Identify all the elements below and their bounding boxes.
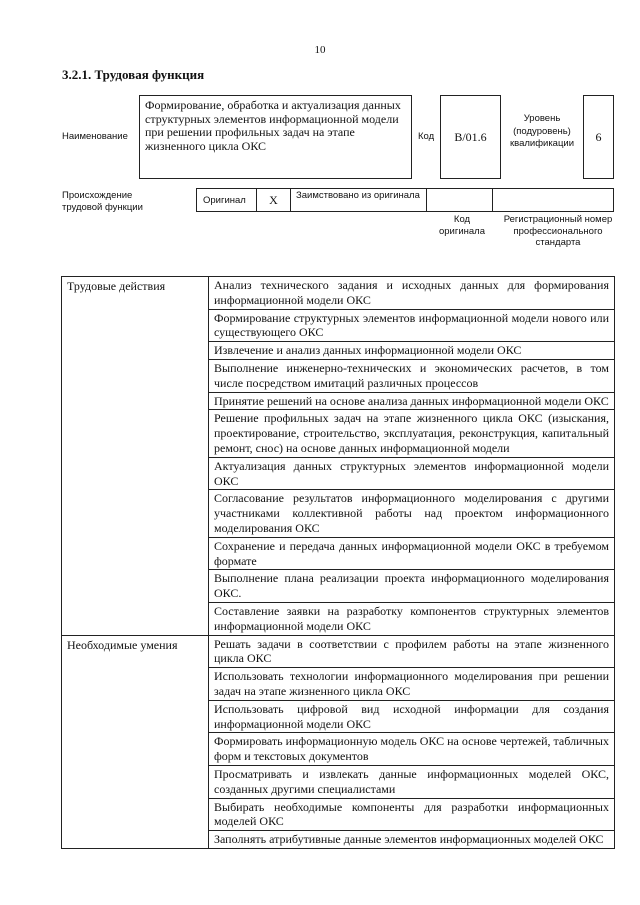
required-skill-item: Решать задачи в соответствии с профилем работы на этапе жизненного цикла ОКС [209, 635, 615, 668]
table-row [62, 277, 615, 310]
original-mark: X [256, 188, 290, 212]
code-label: Код [418, 131, 435, 142]
labor-action-item: Составление заявки на разработку компонентов структурных элементов информационной модели ОКС [209, 602, 615, 635]
function-name: Формирование, обработка и актуализация данных структурных элементов информационной модели при решении профильных задач на этапе жизненного цикла ОКС [139, 95, 412, 179]
name-label: Наименование [62, 131, 128, 142]
required-skill-item: Формировать информационную модель ОКС на основе чертежей, табличных форм и текстовых документов [209, 733, 615, 766]
required-skill-item: Просматривать и извлекать данные информационных моделей ОКС, созданных другими специалистами [209, 765, 615, 798]
origin-label: Происхождение трудовой функции [62, 190, 143, 213]
labor-action-item: Анализ технического задания и исходных данных для формирования информационной модели ОКС [209, 277, 615, 310]
required-skill-item: Заполнять атрибутивные данные элементов информационных моделей ОКС [209, 831, 615, 849]
borrowed-label: Заимствовано из оригинала [290, 188, 426, 212]
reg-number-cell [492, 188, 614, 212]
qualification-level: 6 [583, 95, 614, 179]
qualification-level-label: Уровень (подуровень) квалификации [509, 113, 575, 149]
labor-action-item: Выполнение плана реализации проекта информационного моделирования ОКС. [209, 570, 615, 603]
required-skill-item: Использовать технологии информационного моделирования при решении задач на этапе жизненного цикла ОКС [209, 668, 615, 701]
labor-action-item: Формирование структурных элементов информационной модели нового или существующего ОКС [209, 309, 615, 342]
code-original-label: Код оригинала [438, 214, 485, 237]
required-skill-item: Использовать цифровой вид исходной информации для создания информационной модели ОКС [209, 700, 615, 733]
labor-action-item: Сохранение и передача данных информационной модели ОКС в требуемом формате [209, 537, 615, 570]
labor-actions-label: Трудовые действия [62, 277, 209, 636]
labor-action-item: Принятие решений на основе анализа данных информационной модели ОКС [209, 392, 615, 410]
table-row [62, 635, 615, 668]
labor-action-item: Актуализация данных структурных элементов информационной модели ОКС [209, 457, 615, 490]
labor-action-item: Решение профильных задач на этапе жизненного цикла ОКС (изыскания, проектирование, строительство, эксплуатация, реконструкция, капитальный ремонт, снос) на основе данных информационной модели [209, 410, 615, 457]
table-body [62, 277, 615, 849]
page-number: 10 [314, 44, 326, 56]
labor-action-item: Извлечение и анализ данных информационной модели ОКС [209, 342, 615, 360]
function-code: B/01.6 [440, 95, 501, 179]
required-skill-item: Выбирать необходимые компоненты для разработки информационных моделей ОКС [209, 798, 615, 831]
labor-function-table [61, 276, 615, 849]
labor-action-item: Выполнение инженерно-технических и экономических расчетов, в том числе посредством имитаций различных процессов [209, 359, 615, 392]
code-original-cell [426, 188, 492, 212]
required-skills-label: Необходимые умения [62, 635, 209, 848]
origin-row [196, 188, 614, 212]
original-label: Оригинал [196, 188, 256, 212]
reg-number-label: Регистрационный номер профессионального стандарта [503, 214, 613, 248]
section-title: 3.2.1. Трудовая функция [62, 67, 205, 82]
labor-action-item: Согласование результатов информационного моделирования с другими участниками коллективной работы над проектом информационного моделирования ОКС [209, 490, 615, 537]
